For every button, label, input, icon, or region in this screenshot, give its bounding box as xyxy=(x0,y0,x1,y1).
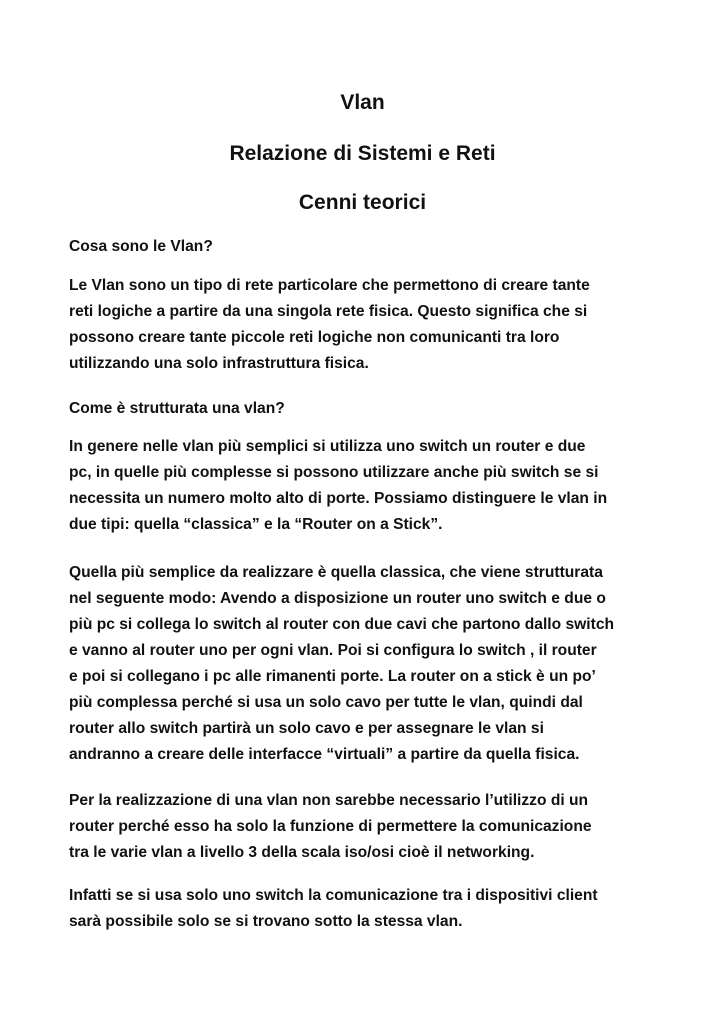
text-line: nel seguente modo: Avendo a disposizione un router uno switch e due o xyxy=(69,590,606,607)
text-line: In genere nelle vlan più semplici si utilizza uno switch un router e due xyxy=(69,438,586,455)
paragraph-router-role xyxy=(69,788,669,866)
paragraph-switch-only xyxy=(69,883,669,935)
text-line: e poi si collegano i pc alle rimanenti porte. La router on a stick è un po’ xyxy=(69,668,596,685)
paragraph-vlan-definition xyxy=(69,273,669,377)
text-line: più pc si collega lo switch al router con due cavi che partono dallo switch xyxy=(69,616,615,633)
text-line: più complessa perché si usa un solo cavo per tutte le vlan, quindi dal xyxy=(69,694,583,711)
text-line: tra le varie vlan a livello 3 della scala iso/osi cioè il networking. xyxy=(69,844,535,861)
section-heading: Cenni teorici xyxy=(298,191,427,214)
text-line: Le Vlan sono un tipo di rete particolare che permettono di creare tante xyxy=(69,277,590,294)
text-line: Come è strutturata una vlan? xyxy=(69,400,285,417)
text-line: possono creare tante piccole reti logiche non comunicanti tra loro xyxy=(69,329,560,346)
text-line: pc, in quelle più complesse si possono utilizzare anche più switch se si xyxy=(69,464,599,481)
text-line: reti logiche a partire da una singola rete fisica. Questo significa che si xyxy=(69,303,588,320)
text-line: andranno a creare delle interfacce “virtuali” a partire da quella fisica. xyxy=(69,746,580,763)
text-line: utilizzando una solo infrastruttura fisica. xyxy=(69,355,369,372)
paragraph-vlan-types xyxy=(69,560,669,768)
text-line: sarà possibile solo se si trovano sotto la stessa vlan. xyxy=(69,913,463,930)
paragraph-vlan-structure xyxy=(69,434,669,538)
text-line: Cosa sono le Vlan? xyxy=(69,238,213,255)
text-line: due tipi: quella “classica” e la “Router on a Stick”. xyxy=(69,516,443,533)
document-subtitle: Relazione di Sistemi e Reti xyxy=(229,142,496,165)
question-heading-what-are-vlans xyxy=(69,234,669,260)
text-line: e vanno al router uno per ogni vlan. Poi si configura lo switch , il router xyxy=(69,642,597,659)
text-line: router allo switch partirà un solo cavo e per assegnare le vlan si xyxy=(69,720,544,737)
text-line: necessita un numero molto alto di porte. Possiamo distinguere le vlan in xyxy=(69,490,608,507)
text-line: Per la realizzazione di una vlan non sarebbe necessario l’utilizzo di un xyxy=(69,792,589,809)
question-heading-vlan-structure xyxy=(69,396,669,422)
text-line: router perché esso ha solo la funzione di permettere la comunicazione xyxy=(69,818,592,835)
text-line: Quella più semplice da realizzare è quella classica, che viene strutturata xyxy=(69,564,603,581)
text-line: Infatti se si usa solo uno switch la comunicazione tra i dispositivi client xyxy=(69,887,598,904)
document-title: Vlan xyxy=(340,91,385,114)
